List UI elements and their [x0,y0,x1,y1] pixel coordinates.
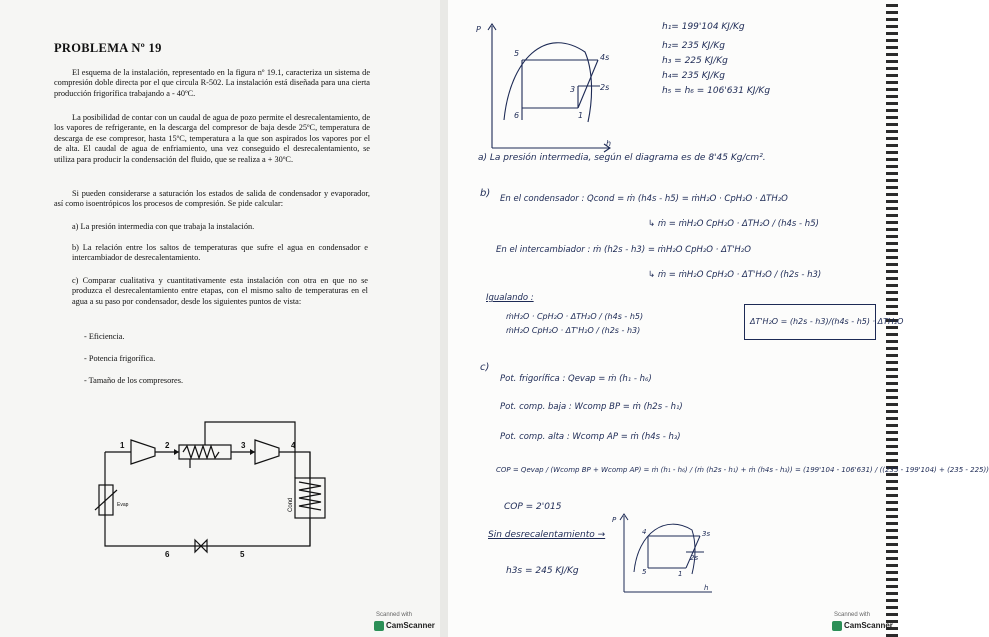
diagram-h-label: h [606,139,612,148]
problem-title: PROBLEMA Nº 19 [54,41,162,55]
low-stage-power-equation: Pot. comp. baja : Wcomp BP = ṁ (h2s - h₁) [500,402,683,412]
camscanner-watermark-left [372,612,435,634]
enthalpy-h2: h₂= 235 KJ/Kg [662,41,725,51]
question-b: b) La relación entre los saltos de temperaturas que sufre el agua en condensador e intercambiador de desrecalentamiento. [72,243,368,263]
diagram-p-label: P [476,25,481,34]
point-1-label: 1 [120,441,125,450]
scanned-with-text: Scanned with [834,612,871,618]
condenser-equation: En el condensador : Qcond = ṁ (h4s - h5) = ṁH₂O · CpH₂O · ΔTH₂O [500,194,788,204]
point-2-label: 2 [165,441,170,450]
installation-schematic [95,410,335,560]
cop-formula: COP = Qevap / (Wcomp BP + Wcomp AP) = ṁ (h₁ - h₆) / (ṁ (h2s - h₁) + ṁ (h4s - h₃)) = (199'104 - 106'631) / ((235 - 199'104) + (235 - 225)) [496,466,989,474]
diagram2-p-label: P [612,516,617,524]
point-5-label: 5 [240,550,245,559]
question-a: a) La presión intermedia con que trabaja la instalación. [72,222,255,231]
evaporator-label: Evap [117,502,129,508]
answer-a: a) La presión intermedia, según el diagrama es de 8'45 Kg/cm². [478,153,766,163]
point-6-label: 6 [165,550,170,559]
answer-c-label: c) [480,362,490,373]
point-4-label: 4 [291,441,296,450]
diagram2-point-5: 5 [642,568,647,576]
diagram2-point-3s: 3s [702,530,711,538]
temperature-ratio-result: ΔT'H₂O = (h2s - h3)/(h4s - h5) · ΔTH₂O [750,317,904,326]
without-desuperheating-label: Sin desrecalentamiento → [488,530,606,540]
condenser-label: Cond [288,497,294,512]
h3s-value: h3s = 245 KJ/Kg [506,566,579,576]
camscanner-watermark-right [830,612,893,634]
answer-b-label: b) [480,188,491,199]
high-stage-power-equation: Pot. comp. alta : Wcomp AP = ṁ (h4s - h₃) [500,432,681,442]
diagram-point-6: 6 [514,111,520,120]
diagram-point-3: 3 [570,85,576,94]
mass-flow-equation-1: ↳ ṁ = ṁH₂O CpH₂O · ΔTH₂O / (h4s - h5) [648,219,819,229]
diagram2-point-4: 4 [642,528,647,536]
enthalpy-h3: h₃ = 225 KJ/Kg [662,56,728,66]
enthalpy-h1: h₁= 199'104 KJ/Kg [662,22,745,32]
bullet-cooling-power: - Potencia frigorífica. [84,354,156,363]
point-3-label: 3 [241,441,246,450]
diagram2-point-2s: 2s [690,554,699,562]
ph-diagram-no-desuperheating [608,512,718,598]
camscanner-logo-icon [832,621,842,631]
diagram-point-2s: 2s [600,83,610,92]
diagram2-point-1: 1 [678,570,683,578]
equating-left: ṁH₂O · CpH₂O · ΔTH₂O / (h4s - h5) [506,312,644,321]
interchanger-equation: En el intercambiador : ṁ (h2s - h3) = ṁH₂O CpH₂O · ΔT'H₂O [496,245,751,255]
diagram-point-4s: 4s [600,53,610,62]
diagram-point-1: 1 [578,111,584,120]
camscanner-brand: CamScanner [844,621,893,630]
diagram2-h-label: h [704,584,709,592]
bullet-compressor-size: - Tamaño de los compresores. [84,376,184,385]
equating-label: Igualando : [486,293,534,303]
page-gutter [440,0,448,637]
enthalpy-h4: h₄= 235 KJ/Kg [662,71,725,81]
bullet-efficiency: - Eficiencia. [84,332,125,341]
equating-middle: ṁH₂O CpH₂O · ΔT'H₂O / (h2s - h3) [506,326,641,335]
problem-paragraph-3: Si pueden considerarse a saturación los estados de salida de condensador y evaporador, así como isoentrópicos los procesos de compresión. Se pide calcular: [54,189,370,209]
question-c: c) Comparar cualitativa y cuantitativamente esta instalación con otra en que no se produzca el desrecalentamiento entre etapas, con el mismo salto de temperaturas en el agua a su paso por condensador, desde los siguientes puntos de vista: [72,276,368,306]
cop-value: COP = 2'015 [504,502,562,512]
cooling-power-equation: Pot. frigorífica : Qevap = ṁ (h₁ - h₆) [500,374,652,384]
problem-paragraph-1: El esquema de la instalación, representado en la figura nº 19.1, caracteriza un sistema de compresión doble directa por el que circula R-502. La instalación está diseñada para una cierta producción frigorífica trabajando a - 40ºC. [54,68,370,98]
camscanner-logo-icon [374,621,384,631]
enthalpy-h5-h6: h₅ = h₆ = 106'631 KJ/Kg [662,86,771,96]
diagram-point-5: 5 [514,49,520,58]
camscanner-brand: CamScanner [386,621,435,630]
ph-diagram-main [470,20,620,152]
scanned-with-text: Scanned with [376,612,413,618]
problem-paragraph-2: La posibilidad de contar con un caudal de agua de pozo permite el desrecalentamiento, de los vapores de refrigerante, en la descarga del compresor de baja desde 25ºC, temperatura de descarga de ese compresor, hasta 15ºC, temperatura a la que son aspirados los vapores por el de alta. El caudal de agua de enfriamiento, una vez conseguido el desrecalentamiento, se utiliza para producir la condensación del fluido, que se realiza a + 30ºC. [54,113,370,164]
mass-flow-equation-2: ↳ ṁ = ṁH₂O CpH₂O · ΔT'H₂O / (h2s - h3) [648,270,822,280]
